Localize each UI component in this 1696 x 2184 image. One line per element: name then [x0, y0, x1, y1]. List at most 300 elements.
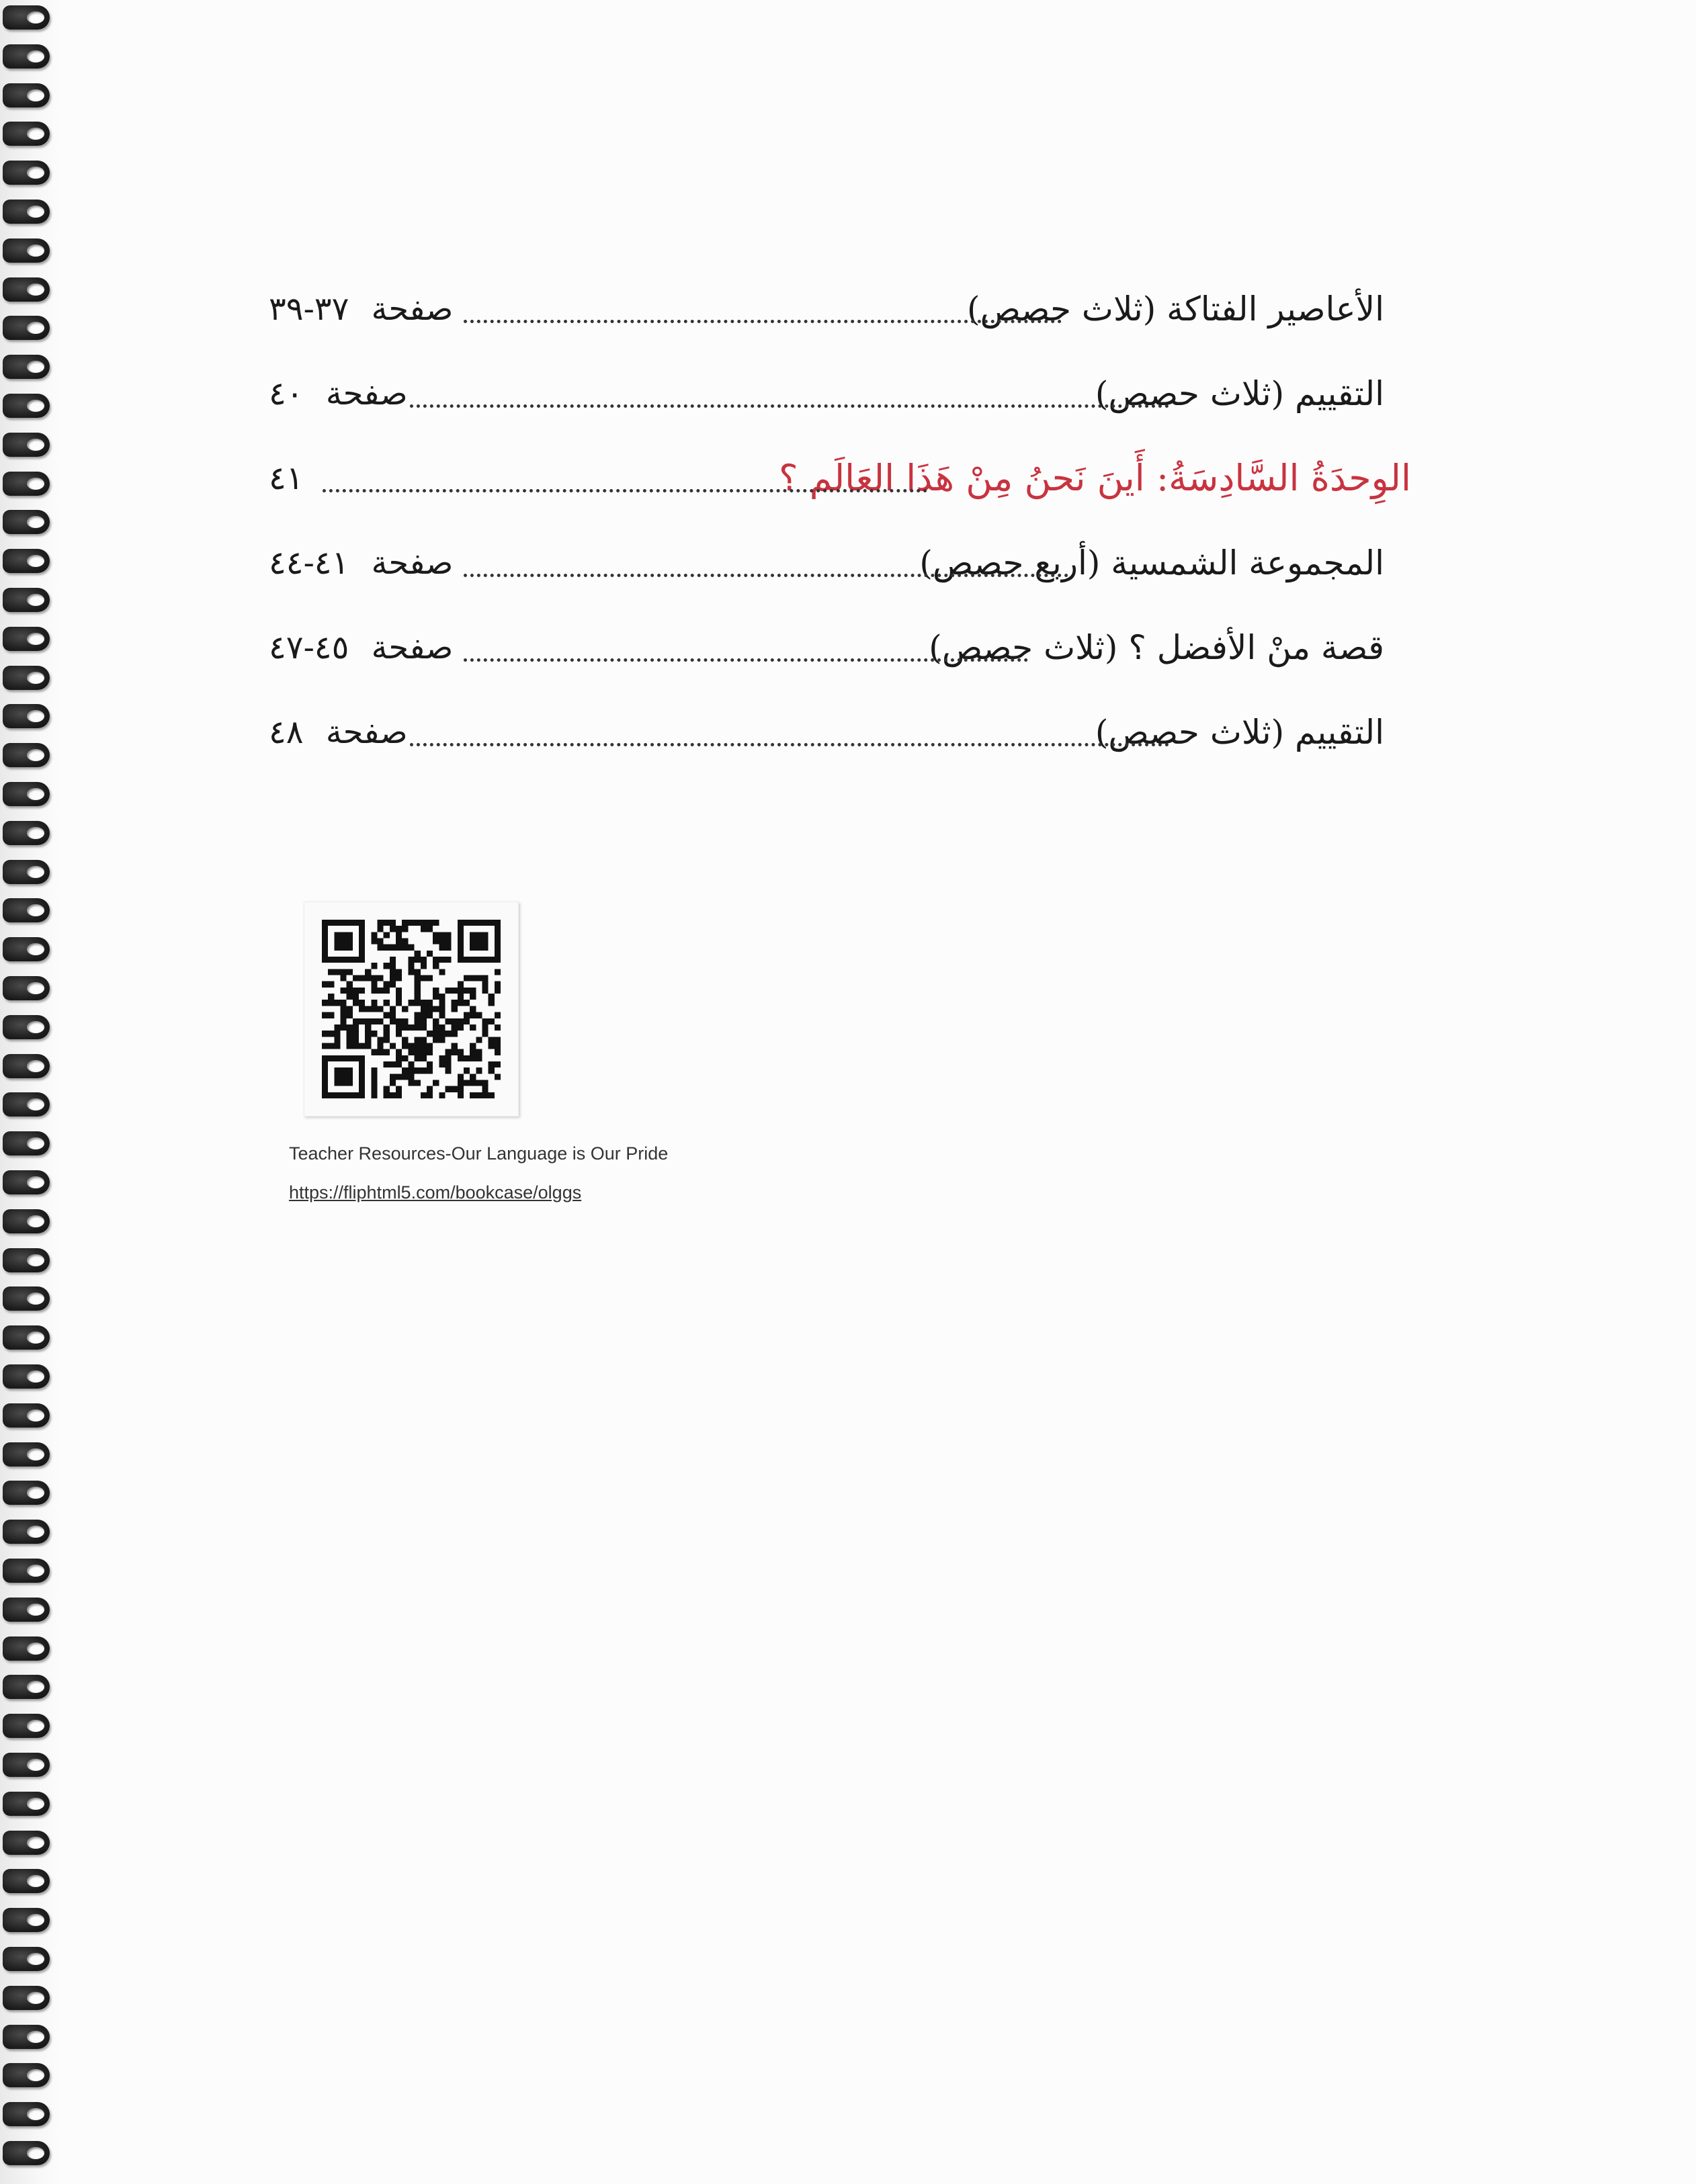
qr-module [421, 1024, 427, 1031]
qr-module [427, 1049, 433, 1055]
qr-module [402, 1043, 408, 1049]
qr-module [464, 975, 470, 981]
qr-module [390, 1092, 396, 1098]
spiral-ring-icon [3, 704, 50, 728]
qr-module [439, 1037, 445, 1043]
qr-module [452, 1049, 458, 1055]
qr-module [458, 1092, 464, 1098]
qr-module [489, 1037, 495, 1043]
qr-module [415, 1037, 421, 1043]
qr-module [402, 926, 408, 932]
spiral-ring-icon [3, 472, 50, 496]
qr-module [353, 1092, 359, 1098]
qr-module [328, 1092, 334, 1098]
toc-entry-page [269, 367, 408, 421]
qr-module [322, 1055, 328, 1061]
qr-module [421, 1018, 427, 1024]
qr-module [334, 1055, 340, 1061]
qr-module [408, 1049, 414, 1055]
spiral-ring-icon [3, 44, 50, 69]
qr-module [470, 1043, 476, 1049]
qr-module [464, 1000, 470, 1006]
qr-module [445, 945, 451, 951]
qr-module [470, 975, 476, 981]
spiral-ring-icon [3, 1753, 50, 1777]
qr-module [328, 981, 334, 988]
spiral-ring-icon [3, 1325, 50, 1350]
spiral-ring-icon [3, 238, 50, 263]
spiral-ring-icon [3, 1248, 50, 1272]
qr-module [408, 1061, 414, 1067]
qr-module [458, 1086, 464, 1092]
spiral-ring-icon [3, 1869, 50, 1893]
qr-module [452, 1086, 458, 1092]
qr-module [390, 1080, 396, 1086]
qr-module [439, 1061, 445, 1067]
qr-module [421, 1055, 427, 1061]
spiral-ring-icon [3, 394, 50, 418]
qr-module [421, 1043, 427, 1049]
qr-module [371, 975, 377, 981]
toc-page-prefix: صفحة [325, 375, 408, 412]
qr-module [359, 1006, 365, 1012]
qr-module [482, 988, 488, 994]
qr-module [421, 1037, 427, 1043]
qr-module [341, 969, 347, 975]
qr-module [334, 1080, 340, 1086]
qr-module [402, 1055, 408, 1061]
spiral-ring-icon [3, 122, 50, 146]
toc-page-number: ٤٠ [269, 375, 304, 412]
qr-module [322, 1000, 328, 1006]
qr-module [415, 957, 421, 963]
toc-page-prefix: صفحة [371, 290, 454, 328]
qr-module [489, 1061, 495, 1067]
qr-module [439, 1092, 445, 1098]
qr-module [439, 969, 445, 975]
qr-module [415, 1000, 421, 1006]
qr-module [470, 994, 476, 1000]
qr-module [470, 938, 476, 945]
toc-page-number: ٤١-٤٤ [269, 544, 349, 582]
spiral-ring-icon [3, 1286, 50, 1311]
qr-module [322, 926, 328, 932]
qr-module [445, 1018, 451, 1024]
qr-module [495, 988, 501, 994]
spiral-ring-icon [3, 510, 50, 534]
qr-caption: Teacher Resources-Our Language is Our Pride [289, 1143, 669, 1164]
spiral-ring-icon [3, 277, 50, 302]
qr-module [384, 1037, 390, 1043]
qr-module [359, 1061, 365, 1067]
qr-module [421, 975, 427, 981]
qr-code-icon[interactable] [322, 920, 501, 1098]
qr-module [384, 981, 390, 988]
qr-module [415, 951, 421, 957]
qr-module [464, 1055, 470, 1061]
qr-module [341, 1024, 347, 1031]
qr-module [452, 1000, 458, 1006]
qr-module [390, 981, 396, 988]
qr-module [341, 920, 347, 926]
qr-module [402, 945, 408, 951]
qr-module [390, 920, 396, 926]
qr-module [427, 1031, 433, 1037]
spiral-ring-icon [3, 2141, 50, 2165]
qr-module [402, 920, 408, 926]
qr-module [371, 1049, 377, 1055]
qr-module [433, 920, 439, 926]
qr-module [495, 1012, 501, 1018]
qr-module [452, 1006, 458, 1012]
qr-module [353, 1037, 359, 1043]
qr-module [378, 988, 384, 994]
qr-module [334, 1067, 340, 1074]
qr-module [322, 1043, 328, 1049]
toc-entry-assessment-2 [269, 692, 1425, 777]
qr-module [476, 1037, 482, 1043]
qr-module [341, 988, 347, 994]
spiral-ring-icon [3, 1636, 50, 1661]
qr-module [341, 1055, 347, 1061]
qr-module [334, 1024, 340, 1031]
qr-module [452, 988, 458, 994]
qr-module [322, 920, 328, 926]
qr-module [495, 957, 501, 963]
qr-module [390, 1006, 396, 1012]
qr-module [334, 1031, 340, 1037]
qr-module [396, 938, 402, 945]
qr-module [464, 1018, 470, 1024]
toc-page-number: ٤١ [269, 460, 304, 497]
qr-module [359, 926, 365, 932]
qr-module [396, 932, 402, 938]
qr-module [371, 1067, 377, 1074]
qr-module [328, 969, 334, 975]
toc-page-prefix: صفحة [371, 544, 454, 582]
qr-module [347, 981, 353, 988]
qr-module [482, 957, 488, 963]
qr-module [476, 1067, 482, 1074]
qr-module [482, 1031, 488, 1037]
spiral-ring-icon [3, 1675, 50, 1699]
qr-module [495, 1074, 501, 1080]
qr-module [334, 1092, 340, 1098]
qr-module [489, 994, 495, 1000]
qr-module [353, 920, 359, 926]
qr-module [347, 938, 353, 945]
qr-module [371, 1074, 377, 1080]
spiral-ring-icon [3, 743, 50, 767]
qr-module [322, 951, 328, 957]
qr-module [396, 969, 402, 975]
qr-module [439, 1055, 445, 1061]
spiral-ring-icon [3, 200, 50, 224]
spiral-ring-icon [3, 1598, 50, 1622]
qr-module [427, 1061, 433, 1067]
qr-module [445, 1055, 451, 1061]
qr-module [384, 920, 390, 926]
qr-module [495, 926, 501, 932]
qr-module [396, 945, 402, 951]
qr-module [482, 981, 488, 988]
qr-module [396, 994, 402, 1000]
qr-module [427, 975, 433, 981]
resource-link[interactable]: https://fliphtml5.com/bookcase/olggs [289, 1182, 582, 1203]
spiral-binding-icon [0, 0, 60, 2184]
qr-module [359, 1018, 365, 1024]
qr-module [353, 988, 359, 994]
spiral-ring-icon [3, 1092, 50, 1117]
qr-module [433, 957, 439, 963]
qr-module [378, 920, 384, 926]
qr-module [347, 932, 353, 938]
qr-module [347, 1043, 353, 1049]
qr-module [359, 988, 365, 994]
toc-unit-six-heading [269, 438, 1425, 523]
qr-module [396, 988, 402, 994]
qr-module [322, 1061, 328, 1067]
spiral-ring-icon [3, 1831, 50, 1855]
qr-module [470, 920, 476, 926]
qr-module [396, 1092, 402, 1098]
qr-module [427, 951, 433, 957]
qr-module [476, 975, 482, 981]
qr-module [390, 1043, 396, 1049]
spiral-ring-icon [3, 1364, 50, 1389]
qr-module [421, 957, 427, 963]
qr-module [334, 1000, 340, 1006]
qr-module [341, 945, 347, 951]
qr-module [359, 957, 365, 963]
qr-module [408, 969, 414, 975]
qr-module [427, 1006, 433, 1012]
qr-module [482, 1018, 488, 1024]
qr-module [415, 969, 421, 975]
qr-module [427, 1067, 433, 1074]
spiral-ring-icon [3, 1520, 50, 1544]
qr-module [415, 988, 421, 994]
qr-module [408, 920, 414, 926]
qr-module [452, 1043, 458, 1049]
qr-module [458, 994, 464, 1000]
qr-module [427, 1086, 433, 1092]
qr-module [384, 1012, 390, 1018]
qr-module [476, 938, 482, 945]
spiral-ring-icon [3, 1015, 50, 1039]
qr-module [464, 988, 470, 994]
qr-module [470, 988, 476, 994]
qr-module [328, 1012, 334, 1018]
spiral-ring-icon [3, 1054, 50, 1078]
qr-module [482, 1092, 488, 1098]
qr-module [341, 1012, 347, 1018]
qr-module [365, 969, 371, 975]
qr-module [378, 1043, 384, 1049]
qr-module [322, 938, 328, 945]
qr-module [359, 1080, 365, 1086]
qr-module [322, 1074, 328, 1080]
qr-module [347, 957, 353, 963]
qr-module [445, 957, 451, 963]
qr-module [334, 957, 340, 963]
qr-module [347, 920, 353, 926]
spiral-ring-icon [3, 821, 50, 845]
qr-module [359, 1092, 365, 1098]
qr-module [322, 1067, 328, 1074]
toc-entry-solar-system [269, 523, 1425, 607]
qr-module [390, 945, 396, 951]
qr-module [322, 1012, 328, 1018]
qr-module [390, 963, 396, 969]
qr-module [365, 975, 371, 981]
qr-module [470, 1006, 476, 1012]
qr-module [359, 938, 365, 945]
qr-module [328, 920, 334, 926]
spiral-ring-icon [3, 1792, 50, 1816]
qr-module [322, 1086, 328, 1092]
qr-module [347, 1092, 353, 1098]
qr-module [378, 1018, 384, 1024]
qr-module [445, 938, 451, 945]
qr-module [495, 969, 501, 975]
qr-module [433, 1037, 439, 1043]
qr-module [384, 1049, 390, 1055]
qr-module [470, 932, 476, 938]
qr-module [433, 932, 439, 938]
qr-code-card[interactable] [304, 902, 519, 1117]
spiral-ring-icon [3, 937, 50, 961]
qr-module [458, 945, 464, 951]
toc-page-number: ٣٧-٣٩ [269, 290, 349, 328]
qr-module [464, 920, 470, 926]
qr-module [408, 957, 414, 963]
qr-module [359, 1067, 365, 1074]
qr-module [390, 1074, 396, 1080]
qr-module [476, 957, 482, 963]
qr-module [334, 932, 340, 938]
qr-module [341, 1080, 347, 1086]
qr-module [384, 1000, 390, 1006]
qr-module [384, 1024, 390, 1031]
qr-module [402, 1006, 408, 1012]
qr-module [396, 975, 402, 981]
toc-entry-title: التقييم (ثلاث حصص) [1095, 374, 1384, 413]
qr-module [334, 969, 340, 975]
qr-module [476, 1055, 482, 1061]
qr-module [396, 1086, 402, 1092]
qr-module [470, 1074, 476, 1080]
qr-module [371, 1092, 377, 1098]
qr-module [464, 1080, 470, 1086]
qr-module [334, 1037, 340, 1043]
qr-module [365, 1024, 371, 1031]
qr-module [470, 1049, 476, 1055]
qr-module [433, 1031, 439, 1037]
qr-module [476, 1012, 482, 1018]
qr-module [464, 1012, 470, 1018]
qr-module [415, 1080, 421, 1086]
qr-module [495, 1024, 501, 1031]
qr-module [341, 938, 347, 945]
qr-module [458, 1049, 464, 1055]
spiral-ring-icon [3, 1209, 50, 1233]
qr-module [482, 1024, 488, 1031]
qr-module [445, 932, 451, 938]
qr-module [458, 938, 464, 945]
qr-module [353, 975, 359, 981]
spiral-ring-icon [3, 1986, 50, 2010]
qr-module [482, 920, 488, 926]
spiral-ring-icon [3, 627, 50, 651]
spiral-ring-icon [3, 433, 50, 457]
qr-module [402, 938, 408, 945]
qr-module [445, 1061, 451, 1067]
qr-module [495, 1061, 501, 1067]
spiral-ring-icon [3, 782, 50, 806]
qr-module [408, 1000, 414, 1006]
qr-module [476, 1092, 482, 1098]
qr-module [341, 1067, 347, 1074]
qr-module [371, 1000, 377, 1006]
spiral-ring-icon [3, 1481, 50, 1505]
qr-module [353, 1018, 359, 1024]
qr-module [458, 1000, 464, 1006]
qr-module [402, 1074, 408, 1080]
toc-entry-page [269, 705, 408, 759]
qr-module [334, 945, 340, 951]
toc-entry-page [269, 282, 453, 336]
qr-module [415, 920, 421, 926]
qr-module [427, 1000, 433, 1006]
toc-entry-who-is-best [269, 607, 1425, 692]
qr-module [328, 1000, 334, 1006]
toc-leader-dots [323, 489, 927, 492]
qr-module [427, 1092, 433, 1098]
spiral-ring-icon [3, 860, 50, 884]
qr-module [421, 1006, 427, 1012]
qr-module [427, 1012, 433, 1018]
qr-module [433, 1018, 439, 1024]
qr-module [359, 932, 365, 938]
qr-module [384, 1092, 390, 1098]
qr-module [347, 1037, 353, 1043]
qr-module [415, 1012, 421, 1018]
qr-module [445, 1031, 451, 1037]
toc-entry-assessment-1 [269, 353, 1425, 438]
qr-module [489, 1043, 495, 1049]
qr-module [378, 945, 384, 951]
qr-module [384, 945, 390, 951]
qr-module [378, 975, 384, 981]
qr-module [495, 951, 501, 957]
spiral-ring-icon [3, 898, 50, 922]
qr-module [433, 994, 439, 1000]
qr-module [353, 1024, 359, 1031]
spiral-ring-icon [3, 316, 50, 340]
qr-module [427, 920, 433, 926]
qr-module [353, 994, 359, 1000]
qr-module [421, 920, 427, 926]
qr-module [495, 938, 501, 945]
qr-module [408, 963, 414, 969]
qr-module [347, 969, 353, 975]
qr-module [347, 988, 353, 994]
qr-module [390, 957, 396, 963]
qr-module [458, 1018, 464, 1024]
qr-module [341, 1006, 347, 1012]
qr-module [365, 1006, 371, 1012]
